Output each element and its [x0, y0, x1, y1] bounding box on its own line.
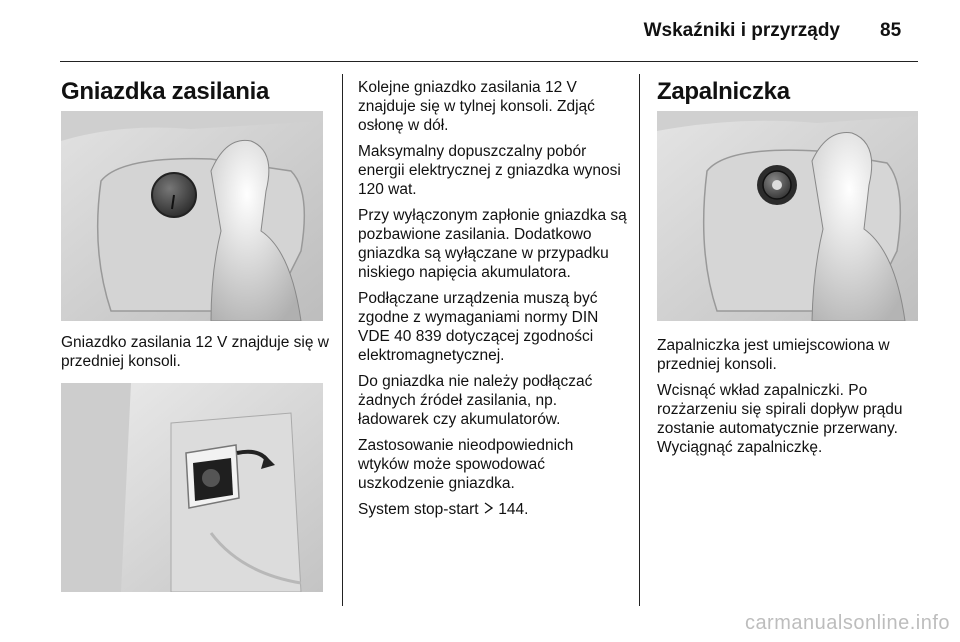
paragraph: Podłączane urządzenia muszą być zgodne z wymaganiami normy DIN VDE 40 839 dotyczącej zgodności elektromagnetycznej.	[358, 290, 599, 364]
paragraph: Zapalniczka jest umiejscowiona w przedniej konsoli.	[657, 337, 890, 373]
paragraph: Kolejne gniazdko zasilania 12 V znajduje się w tylnej konsoli. Zdjąć osłonę w dół.	[358, 79, 595, 134]
cross-reference[interactable]	[358, 500, 628, 519]
watermark[interactable]: carmanualsonline.info	[744, 612, 950, 634]
column2-text	[358, 78, 628, 526]
cross-reference-page: 144.	[498, 501, 529, 518]
photo-front-power-outlet	[61, 111, 323, 321]
cross-reference-label: System stop-start	[358, 501, 479, 518]
section-heading-cigarette-lighter: Zapalniczka	[657, 78, 790, 105]
reference-arrow-icon	[483, 500, 494, 519]
photo-rear-power-outlet	[61, 383, 323, 592]
photo-cigarette-lighter	[657, 111, 918, 321]
section-heading-power-outlets: Gniazdka zasilania	[61, 78, 270, 105]
column3-text	[657, 336, 919, 464]
page-number: 85	[880, 20, 902, 41]
header-rule	[60, 61, 918, 62]
paragraph: Do gniazdka nie należy podłączać żadnych źródeł zasilania, np. ładowarek czy akumulatorów.	[358, 373, 593, 428]
column-divider-1	[342, 74, 343, 606]
paragraph: Zastosowanie nieodpowiednich wtyków może spowodować uszkodzenie gniazdka.	[358, 437, 574, 492]
column-divider-2	[639, 74, 640, 606]
paragraph: Przy wyłączonym zapłonie gniazdka są pozbawione zasilania. Dodatkowo gniazdka są wyłączane w przypadku niskiego napięcia akumulatora.	[358, 207, 627, 281]
paragraph: Maksymalny dopuszczalny pobór energii elektrycznej z gniazdka wynosi 120 wat.	[358, 143, 621, 198]
caption-front-outlet: Gniazdko zasilania 12 V znajduje się w przedniej konsoli.	[61, 334, 329, 370]
paragraph: Wcisnąć wkład zapalniczki. Po rozżarzeniu się spirali dopływ prądu zostanie automatycznie przerwany. Wyciągnąć zapalniczkę.	[657, 382, 903, 456]
running-header-title: Wskaźniki i przyrządy	[643, 20, 840, 41]
